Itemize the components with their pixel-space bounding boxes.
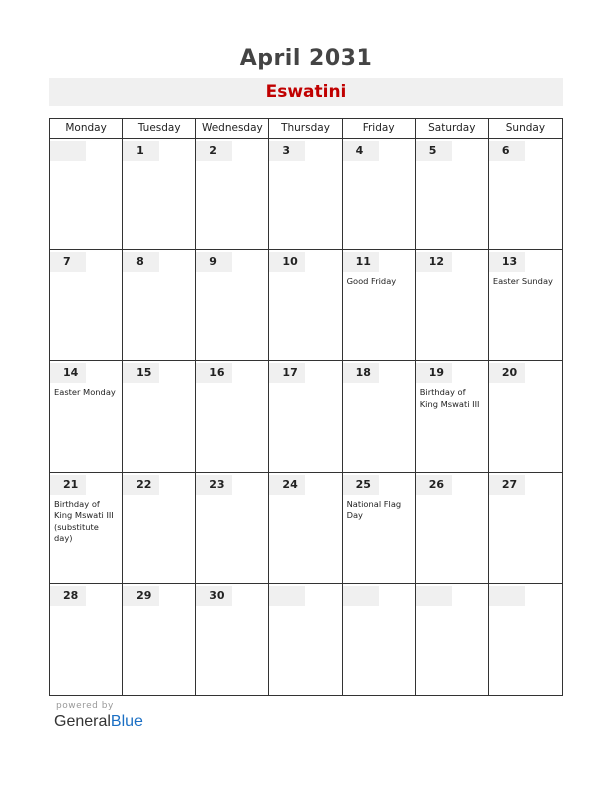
day-cell (269, 584, 342, 695)
day-number: 6 (489, 141, 525, 161)
day-number: 24 (269, 475, 305, 495)
holiday-label: Good Friday (346, 276, 397, 287)
day-cell (50, 250, 123, 361)
day-number (50, 141, 86, 161)
page-title: April 2031 (239, 46, 373, 71)
day-number: 17 (269, 363, 305, 383)
day-number: 8 (123, 252, 159, 272)
day-number: 18 (343, 363, 379, 383)
day-cell (123, 250, 196, 361)
day-number: 2 (196, 141, 232, 161)
day-number (343, 586, 379, 606)
day-cell (269, 473, 342, 584)
day-cell (343, 584, 416, 695)
day-number: 23 (196, 475, 232, 495)
day-cell (196, 473, 269, 584)
day-number (269, 586, 305, 606)
day-cell (123, 584, 196, 695)
powered-by-label: powered by (56, 701, 114, 711)
day-cell (123, 473, 196, 584)
weekday-header-sunday: Sunday (489, 119, 562, 139)
day-number: 13 (489, 252, 525, 272)
day-number: 3 (269, 141, 305, 161)
holiday-label: Birthday of King Mswati III (substitute day) (54, 498, 114, 544)
day-number: 1 (123, 141, 159, 161)
day-number: 29 (123, 586, 159, 606)
holiday-label: Birthday of King Mswati III (419, 387, 480, 409)
day-number: 7 (50, 252, 86, 272)
day-cell (269, 250, 342, 361)
day-cell (50, 473, 123, 584)
day-cell (343, 361, 416, 472)
day-cell (269, 139, 342, 250)
day-number (489, 586, 525, 606)
day-cell (416, 584, 489, 695)
day-number: 28 (50, 586, 86, 606)
day-cell (269, 361, 342, 472)
day-cell (196, 139, 269, 250)
day-number: 5 (416, 141, 452, 161)
day-cell (343, 473, 416, 584)
brand-blue-text: Blue (110, 713, 143, 730)
weekday-header-saturday: Saturday (416, 119, 489, 139)
day-cell (489, 361, 562, 472)
day-number: 21 (50, 475, 86, 495)
day-cell (50, 584, 123, 695)
holiday-label: National Flag Day (346, 498, 402, 521)
day-number: 12 (416, 252, 452, 272)
day-cell (416, 139, 489, 250)
day-cell (489, 250, 562, 361)
weekday-header-thursday: Thursday (269, 119, 342, 139)
holiday-label: Easter Monday (54, 387, 116, 398)
day-number: 25 (343, 475, 379, 495)
day-cell (196, 250, 269, 361)
day-cell (123, 139, 196, 250)
holiday-label: Easter Sunday (492, 276, 553, 287)
day-cell (196, 584, 269, 695)
day-cell (343, 250, 416, 361)
weekday-header-tuesday: Tuesday (123, 119, 196, 139)
day-cell (50, 139, 123, 250)
day-number: 16 (196, 363, 232, 383)
day-number (416, 586, 452, 606)
day-number: 20 (489, 363, 525, 383)
day-cell (489, 139, 562, 250)
day-number: 19 (416, 363, 452, 383)
day-cell (489, 584, 562, 695)
day-number: 14 (50, 363, 86, 383)
generalblue-logo[interactable] (54, 713, 143, 731)
day-cell (416, 250, 489, 361)
day-cell (416, 361, 489, 472)
day-number: 11 (343, 252, 379, 272)
weekday-header-wednesday: Wednesday (196, 119, 269, 139)
day-cell (343, 139, 416, 250)
weekday-header-friday: Friday (343, 119, 416, 139)
day-number: 26 (416, 475, 452, 495)
weekday-header-monday: Monday (50, 119, 123, 139)
day-cell (50, 361, 123, 472)
day-number: 15 (123, 363, 159, 383)
day-number: 22 (123, 475, 159, 495)
brand-general-text: General (54, 713, 111, 730)
day-number: 27 (489, 475, 525, 495)
day-number: 9 (196, 252, 232, 272)
calendar-grid (49, 118, 563, 696)
day-cell (123, 361, 196, 472)
day-cell (416, 473, 489, 584)
day-number: 30 (196, 586, 232, 606)
day-number: 10 (269, 252, 305, 272)
day-cell (196, 361, 269, 472)
day-cell (489, 473, 562, 584)
day-number: 4 (343, 141, 379, 161)
country-banner: Eswatini (49, 78, 563, 106)
